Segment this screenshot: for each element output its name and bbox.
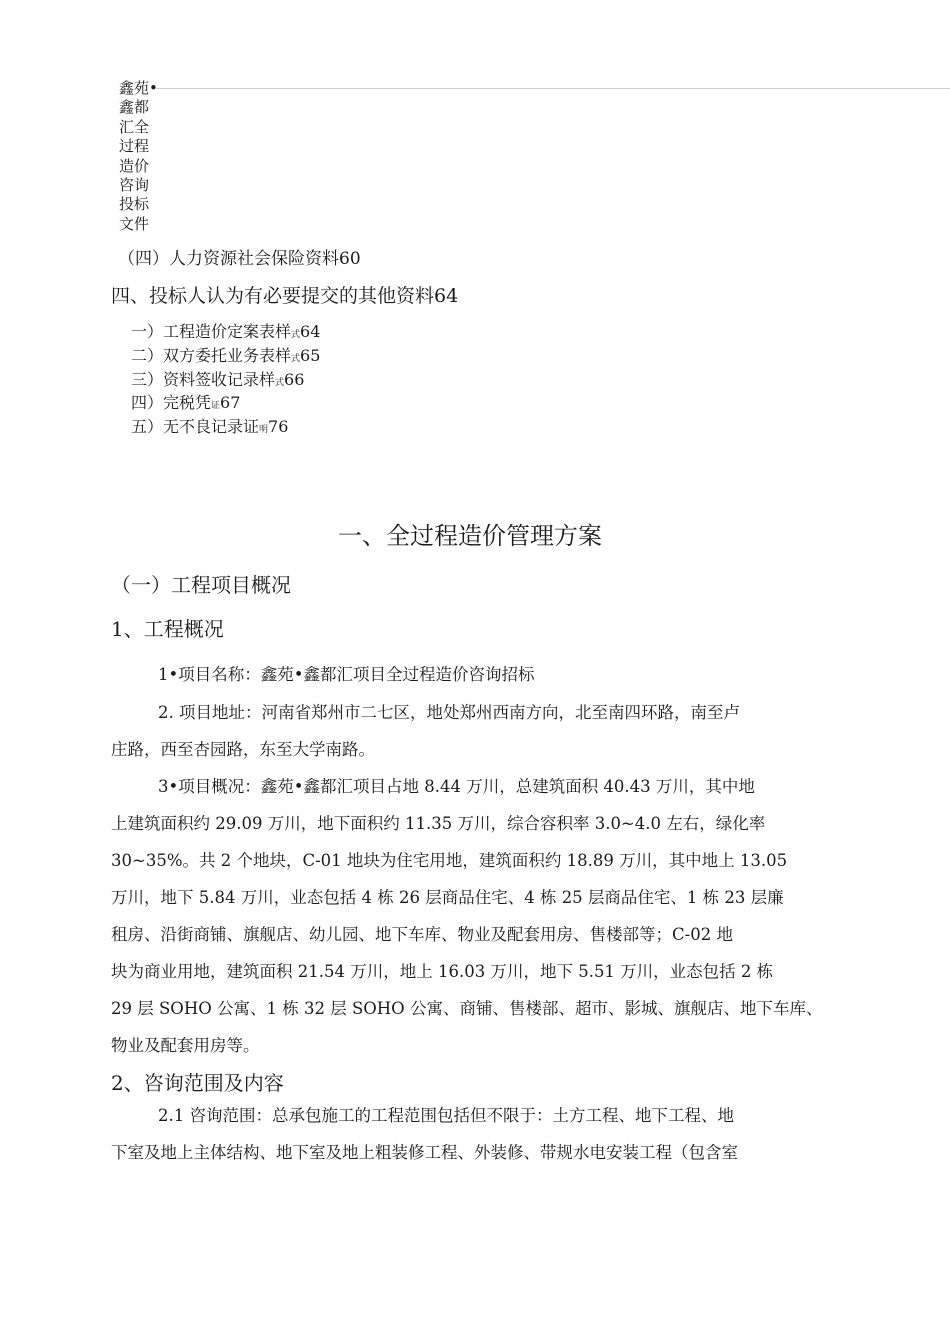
subsection-title: （一）工程项目概况	[111, 573, 291, 597]
paragraph-line: 2.1 咨询范围：总承包施工的工程范围包括但不限于：土方工程、地下工程、地	[158, 1106, 734, 1125]
heading-consulting-scope: 2、咨询范围及内容	[111, 1071, 284, 1095]
paragraph-line: 3•项目概况：鑫苑•鑫都汇项目占地 8.44 万川，总建筑面积 40.43 万川，其中地	[158, 777, 755, 796]
header-line: 咨询	[119, 176, 150, 195]
toc-item: 二）双方委托业务表样式65	[131, 346, 321, 365]
header-line: 造价	[119, 156, 150, 175]
header-line: 投标	[119, 195, 150, 214]
paragraph-line: 30~35%。共 2 个地块，C-01 地块为住宅用地，建筑面积约 18.89 万川，其中地上 13.05	[111, 851, 788, 870]
header-line: 汇全	[119, 117, 150, 136]
paragraph-line: 物业及配套用房等。	[111, 1036, 260, 1055]
toc-item: 三）资料签收记录样式66	[131, 370, 305, 389]
paragraph-line: 2. 项目地址：河南省郑州市二七区，地处郑州西南方向，北至南四环路，南至卢	[158, 703, 740, 722]
header-rule	[156, 88, 950, 89]
paragraph-line: 万川，地下 5.84 万川，业态包括 4 栋 26 层商品住宅、4 栋 25 层商品住宅、1 栋 23 层廉	[111, 888, 784, 907]
paragraph-line: 上建筑面积约 29.09 万川，地下面积约 11.35 万川，综合容积率 3.0~4.0 左右，绿化率	[111, 814, 766, 833]
header-line: 文件	[119, 214, 150, 233]
heading-engineering-overview: 1、工程概况	[111, 617, 224, 641]
toc-subsection-4: （四）人力资源社会保险资料60	[118, 249, 361, 269]
paragraph-line: 庄路，西至杏园路，东至大学南路。	[111, 740, 375, 759]
paragraph-line: 下室及地上主体结构、地下室及地上粗装修工程、外装修、带规水电安装工程（包含室	[111, 1143, 738, 1162]
paragraph-line: 29 层 SOHO 公寓、1 栋 32 层 SOHO 公寓、商铺、售楼部、超市、影城、旗舰店、地下车库、	[111, 999, 823, 1018]
header-line: 过程	[119, 137, 150, 156]
header-line: 鑫都	[119, 98, 150, 117]
document-header	[119, 79, 159, 234]
toc-item: 四）完税凭证67	[131, 393, 241, 412]
header-line: 鑫苑•	[119, 79, 158, 97]
toc-section-4: 四、投标人认为有必要提交的其他资料64	[111, 285, 459, 307]
toc-item: 一）工程造价定案表样式64	[131, 322, 321, 341]
toc-item: 五）无不良记录证明76	[131, 417, 289, 436]
paragraph-project-name: 1•项目名称：鑫苑•鑫都汇项目全过程造价咨询招标	[158, 665, 535, 684]
chapter-title: 一、全过程造价管理方案	[338, 522, 602, 550]
paragraph-line: 租房、沿街商铺、旗舰店、幼儿园、地下车库、物业及配套用房、售楼部等；C-02 地	[111, 925, 733, 944]
paragraph-line: 块为商业用地，建筑面积 21.54 万川，地上 16.03 万川，地下 5.51 万川，业态包括 2 栋	[111, 962, 774, 981]
